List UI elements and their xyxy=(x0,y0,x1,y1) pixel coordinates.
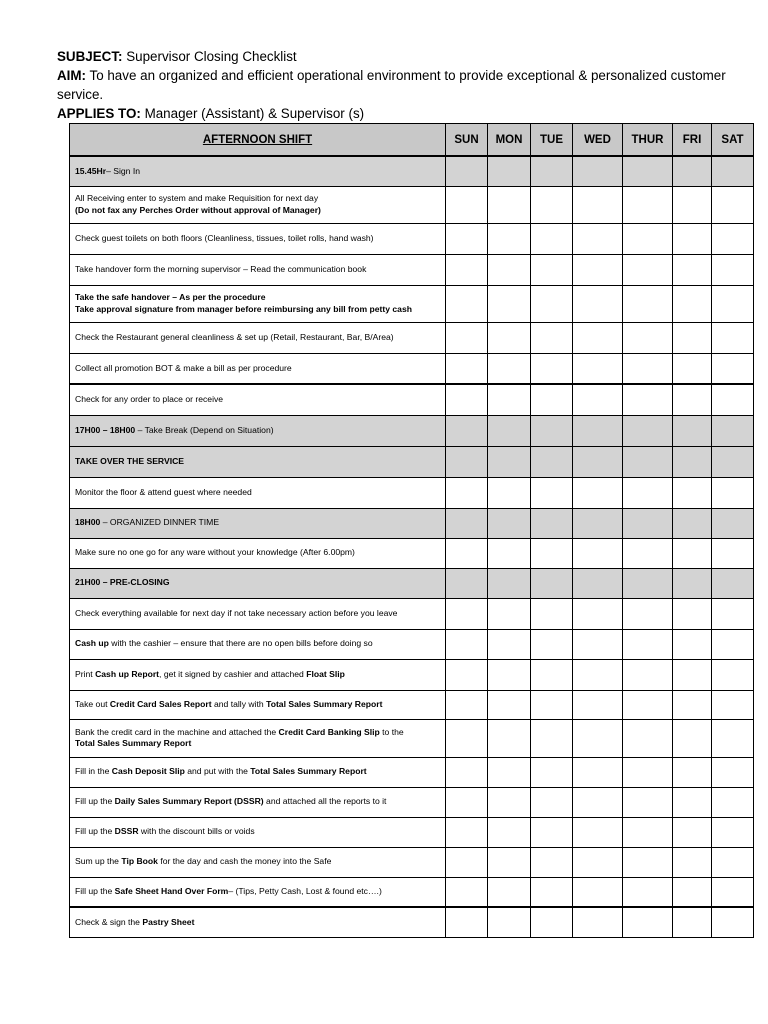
checkbox-cell-sat[interactable] xyxy=(712,254,754,285)
checkbox-cell-sun[interactable] xyxy=(446,629,488,659)
task-description xyxy=(70,690,446,719)
task-description xyxy=(70,186,446,223)
checkbox-cell-thur[interactable] xyxy=(623,415,673,446)
checkbox-cell-fri[interactable] xyxy=(673,156,712,186)
task-text: Credit Card Banking Slip xyxy=(278,726,380,737)
checkbox-cell-sun[interactable] xyxy=(446,223,488,254)
checkbox-cell-thur[interactable] xyxy=(623,446,673,477)
task-row xyxy=(70,477,754,508)
task-description xyxy=(70,285,446,322)
task-description xyxy=(70,254,446,285)
task-description xyxy=(70,156,446,186)
task-text: Credit Card Sales Report xyxy=(109,698,212,709)
checkbox-cell-sun[interactable] xyxy=(446,907,488,937)
checkbox-cell-tue[interactable] xyxy=(531,598,573,629)
checkbox-cell-mon[interactable] xyxy=(488,817,531,847)
task-row xyxy=(70,322,754,353)
task-description xyxy=(70,719,446,757)
checkbox-cell-wed[interactable] xyxy=(573,568,623,598)
checkbox-cell-thur[interactable] xyxy=(623,223,673,254)
task-text: Bank the credit card in the machine and attached the xyxy=(75,726,279,737)
checkbox-cell-sun[interactable] xyxy=(446,538,488,568)
task-row xyxy=(70,817,754,847)
checkbox-cell-mon[interactable] xyxy=(488,659,531,690)
checkbox-cell-sat[interactable] xyxy=(712,446,754,477)
task-row xyxy=(70,186,754,223)
checkbox-cell-tue[interactable] xyxy=(531,156,573,186)
task-description xyxy=(70,907,446,937)
task-row xyxy=(70,223,754,254)
section-row xyxy=(70,156,754,186)
task-description xyxy=(70,787,446,817)
task-description xyxy=(70,757,446,787)
checkbox-cell-fri[interactable] xyxy=(673,415,712,446)
checkbox-cell-tue[interactable] xyxy=(531,508,573,538)
checkbox-cell-wed[interactable] xyxy=(573,877,623,907)
checkbox-cell-fri[interactable] xyxy=(673,353,712,384)
task-text: Fill up the xyxy=(75,886,115,896)
task-text: Fill in the xyxy=(75,766,112,777)
task-row xyxy=(70,353,754,384)
shift-header-label: AFTERNOON SHIFT xyxy=(202,133,313,146)
checkbox-cell-sat[interactable] xyxy=(712,877,754,907)
header-row xyxy=(70,124,754,157)
checkbox-cell-fri[interactable] xyxy=(673,907,712,937)
checkbox-cell-wed[interactable] xyxy=(573,538,623,568)
task-text: with the cashier – ensure that there are no open bills before doing so xyxy=(108,638,373,649)
aim-label: AIM: xyxy=(57,68,87,83)
checkbox-cell-tue[interactable] xyxy=(531,907,573,937)
task-text: Total Sales Summary Report xyxy=(250,766,367,777)
checkbox-cell-sun[interactable] xyxy=(446,446,488,477)
task-row xyxy=(70,719,754,757)
checkbox-cell-thur[interactable] xyxy=(623,907,673,937)
checkbox-cell-fri[interactable] xyxy=(673,477,712,508)
day-header-fri: FRI xyxy=(673,124,712,157)
checkbox-cell-thur[interactable] xyxy=(623,285,673,322)
task-row xyxy=(70,629,754,659)
task-text: All Receiving enter to system and make Requisition for next day xyxy=(75,193,319,203)
checkbox-cell-mon[interactable] xyxy=(488,186,531,223)
checkbox-cell-fri[interactable] xyxy=(673,508,712,538)
checkbox-cell-wed[interactable] xyxy=(573,384,623,415)
task-row xyxy=(70,787,754,817)
task-text: Check for any order to place or receive xyxy=(75,394,224,404)
task-text: Check guest toilets on both floors (Cleanliness, tissues, toilet rolls, hand wash) xyxy=(75,232,374,243)
task-row xyxy=(70,847,754,877)
task-text: and put with the xyxy=(184,766,251,777)
section-row xyxy=(70,508,754,538)
checkbox-cell-sat[interactable] xyxy=(712,690,754,719)
task-description xyxy=(70,538,446,568)
checkbox-cell-thur[interactable] xyxy=(623,787,673,817)
checkbox-cell-wed[interactable] xyxy=(573,186,623,223)
checkbox-cell-sun[interactable] xyxy=(446,690,488,719)
checkbox-cell-thur[interactable] xyxy=(623,254,673,285)
checkbox-cell-tue[interactable] xyxy=(531,285,573,322)
checkbox-cell-fri[interactable] xyxy=(673,719,712,757)
checkbox-cell-wed[interactable] xyxy=(573,817,623,847)
checkbox-cell-sat[interactable] xyxy=(712,186,754,223)
checkbox-cell-sun[interactable] xyxy=(446,254,488,285)
checkbox-cell-fri[interactable] xyxy=(673,285,712,322)
task-text: Sum up the xyxy=(75,856,122,867)
section-row xyxy=(70,568,754,598)
checkbox-cell-mon[interactable] xyxy=(488,384,531,415)
checkbox-cell-mon[interactable] xyxy=(488,538,531,568)
task-row xyxy=(70,690,754,719)
task-text: Total Sales Summary Report xyxy=(266,698,383,709)
checkbox-cell-mon[interactable] xyxy=(488,877,531,907)
task-description xyxy=(70,508,446,538)
checkbox-cell-sun[interactable] xyxy=(446,353,488,384)
task-text: to the xyxy=(379,726,404,737)
checkbox-cell-thur[interactable] xyxy=(623,877,673,907)
checkbox-cell-tue[interactable] xyxy=(531,186,573,223)
checkbox-cell-tue[interactable] xyxy=(531,254,573,285)
checkbox-cell-fri[interactable] xyxy=(673,538,712,568)
checkbox-cell-thur[interactable] xyxy=(623,690,673,719)
checkbox-cell-thur[interactable] xyxy=(623,719,673,757)
checklist-table xyxy=(69,123,754,938)
task-text: Cash up xyxy=(75,638,109,649)
task-text: Total Sales Summary Report xyxy=(75,738,192,748)
task-text: Take handover form the morning supervisor – Read the communication book xyxy=(75,263,367,274)
checkbox-cell-sun[interactable] xyxy=(446,659,488,690)
checkbox-cell-wed[interactable] xyxy=(573,477,623,508)
checkbox-cell-tue[interactable] xyxy=(531,629,573,659)
checkbox-cell-tue[interactable] xyxy=(531,877,573,907)
task-text: Make sure no one go for any ware without your knowledge (After 6.00pm) xyxy=(75,547,355,558)
applies-value: Manager (Assistant) & Supervisor (s) xyxy=(144,106,365,121)
section-row xyxy=(70,446,754,477)
task-description xyxy=(70,659,446,690)
task-text: Cash up Report xyxy=(95,668,160,679)
checklist-body xyxy=(70,156,754,937)
day-header-tue: TUE xyxy=(531,124,573,157)
checkbox-cell-sat[interactable] xyxy=(712,353,754,384)
checkbox-cell-thur[interactable] xyxy=(623,538,673,568)
checkbox-cell-fri[interactable] xyxy=(673,847,712,877)
checkbox-cell-wed[interactable] xyxy=(573,719,623,757)
checkbox-cell-thur[interactable] xyxy=(623,817,673,847)
task-text: – Take Break (Depend on Situation) xyxy=(135,424,274,435)
checkbox-cell-fri[interactable] xyxy=(673,877,712,907)
checkbox-cell-sun[interactable] xyxy=(446,568,488,598)
checkbox-cell-sat[interactable] xyxy=(712,285,754,322)
task-text: for the day and cash the money into the Safe xyxy=(157,856,332,867)
task-description xyxy=(70,477,446,508)
task-text: Print xyxy=(75,668,96,679)
checkbox-cell-tue[interactable] xyxy=(531,817,573,847)
checkbox-cell-fri[interactable] xyxy=(673,186,712,223)
checkbox-cell-sat[interactable] xyxy=(712,538,754,568)
checkbox-cell-thur[interactable] xyxy=(623,757,673,787)
task-text: Cash Deposit Slip xyxy=(111,766,185,777)
checkbox-cell-wed[interactable] xyxy=(573,322,623,353)
checkbox-cell-fri[interactable] xyxy=(673,659,712,690)
checkbox-cell-sat[interactable] xyxy=(712,787,754,817)
day-header-wed: WED xyxy=(573,124,623,157)
task-text: Safe Sheet Hand Over Form xyxy=(114,886,229,896)
checkbox-cell-thur[interactable] xyxy=(623,847,673,877)
applies-label: APPLIES TO: xyxy=(57,106,141,121)
task-description xyxy=(70,353,446,384)
checkbox-cell-tue[interactable] xyxy=(531,538,573,568)
checkbox-cell-fri[interactable] xyxy=(673,690,712,719)
task-text: Check everything available for next day if not take necessary action before you leave xyxy=(75,607,398,618)
checkbox-cell-sun[interactable] xyxy=(446,847,488,877)
checkbox-cell-mon[interactable] xyxy=(488,254,531,285)
task-text: DSSR xyxy=(114,826,139,837)
checkbox-cell-tue[interactable] xyxy=(531,719,573,757)
task-text: Collect all promotion BOT & make a bill as per procedure xyxy=(75,362,292,373)
checkbox-cell-sun[interactable] xyxy=(446,322,488,353)
subject-label: SUBJECT: xyxy=(57,49,123,64)
day-header-sat: SAT xyxy=(712,124,754,157)
checkbox-cell-fri[interactable] xyxy=(673,568,712,598)
checkbox-cell-sat[interactable] xyxy=(712,757,754,787)
checkbox-cell-fri[interactable] xyxy=(673,629,712,659)
checkbox-cell-sat[interactable] xyxy=(712,156,754,186)
checkbox-cell-sat[interactable] xyxy=(712,847,754,877)
task-text: and attached all the reports to it xyxy=(263,796,387,807)
checkbox-cell-sat[interactable] xyxy=(712,477,754,508)
checkbox-cell-thur[interactable] xyxy=(623,629,673,659)
task-row xyxy=(70,598,754,629)
aim-value: To have an organized and efficient operational environment to provide exceptional & personalized customer service. xyxy=(57,68,726,102)
checkbox-cell-sun[interactable] xyxy=(446,415,488,446)
checkbox-cell-wed[interactable] xyxy=(573,787,623,817)
checkbox-cell-wed[interactable] xyxy=(573,847,623,877)
checkbox-cell-mon[interactable] xyxy=(488,446,531,477)
checkbox-cell-sun[interactable] xyxy=(446,757,488,787)
task-description xyxy=(70,322,446,353)
checkbox-cell-sat[interactable] xyxy=(712,629,754,659)
checkbox-cell-mon[interactable] xyxy=(488,787,531,817)
checkbox-cell-mon[interactable] xyxy=(488,568,531,598)
checkbox-cell-tue[interactable] xyxy=(531,690,573,719)
checkbox-cell-wed[interactable] xyxy=(573,690,623,719)
task-row xyxy=(70,907,754,937)
task-text: and tally with xyxy=(211,698,267,709)
applies-line xyxy=(57,104,737,123)
task-description xyxy=(70,598,446,629)
task-row xyxy=(70,659,754,690)
checkbox-cell-sat[interactable] xyxy=(712,598,754,629)
checkbox-cell-mon[interactable] xyxy=(488,757,531,787)
checkbox-cell-wed[interactable] xyxy=(573,629,623,659)
checkbox-cell-sat[interactable] xyxy=(712,508,754,538)
checkbox-cell-thur[interactable] xyxy=(623,598,673,629)
checkbox-cell-sun[interactable] xyxy=(446,817,488,847)
checkbox-cell-fri[interactable] xyxy=(673,787,712,817)
task-text: Take out xyxy=(75,698,110,709)
task-text: Float Slip xyxy=(306,668,345,679)
checkbox-cell-fri[interactable] xyxy=(673,757,712,787)
task-text: with the discount bills or voids xyxy=(138,826,255,837)
task-description xyxy=(70,629,446,659)
task-description xyxy=(70,223,446,254)
checkbox-cell-sat[interactable] xyxy=(712,719,754,757)
checkbox-cell-mon[interactable] xyxy=(488,353,531,384)
checkbox-cell-tue[interactable] xyxy=(531,322,573,353)
task-text: Fill up the xyxy=(75,796,115,807)
checkbox-cell-tue[interactable] xyxy=(531,787,573,817)
checkbox-cell-mon[interactable] xyxy=(488,156,531,186)
checkbox-cell-mon[interactable] xyxy=(488,285,531,322)
task-text: 21H00 – PRE-CLOSING xyxy=(75,577,170,588)
task-description xyxy=(70,384,446,415)
checkbox-cell-sun[interactable] xyxy=(446,156,488,186)
checkbox-cell-tue[interactable] xyxy=(531,223,573,254)
checkbox-cell-tue[interactable] xyxy=(531,757,573,787)
checkbox-cell-mon[interactable] xyxy=(488,847,531,877)
checkbox-cell-tue[interactable] xyxy=(531,659,573,690)
task-text: Take approval signature from manager before reimbursing any bill from petty cash xyxy=(75,303,412,314)
checkbox-cell-wed[interactable] xyxy=(573,223,623,254)
task-text: Take the safe handover – As per the procedure xyxy=(75,292,266,302)
checkbox-cell-mon[interactable] xyxy=(488,719,531,757)
checkbox-cell-mon[interactable] xyxy=(488,598,531,629)
checkbox-cell-sun[interactable] xyxy=(446,384,488,415)
task-text: TAKE OVER THE SERVICE xyxy=(75,455,185,466)
checkbox-cell-thur[interactable] xyxy=(623,568,673,598)
checkbox-cell-tue[interactable] xyxy=(531,415,573,446)
checkbox-cell-fri[interactable] xyxy=(673,223,712,254)
task-text: Pastry Sheet xyxy=(142,916,195,927)
checkbox-cell-wed[interactable] xyxy=(573,285,623,322)
task-text: – Sign In xyxy=(106,165,140,176)
checkbox-cell-wed[interactable] xyxy=(573,156,623,186)
checkbox-cell-sat[interactable] xyxy=(712,415,754,446)
aim-line xyxy=(57,66,737,104)
checkbox-cell-sun[interactable] xyxy=(446,285,488,322)
checkbox-cell-fri[interactable] xyxy=(673,446,712,477)
checkbox-cell-tue[interactable] xyxy=(531,353,573,384)
checkbox-cell-wed[interactable] xyxy=(573,757,623,787)
section-row xyxy=(70,415,754,446)
task-text: 15.45Hr xyxy=(75,165,107,176)
task-text: 17H00 – 18H00 xyxy=(75,424,136,435)
checkbox-cell-sat[interactable] xyxy=(712,223,754,254)
checkbox-cell-wed[interactable] xyxy=(573,415,623,446)
checkbox-cell-fri[interactable] xyxy=(673,384,712,415)
task-row xyxy=(70,285,754,322)
checkbox-cell-wed[interactable] xyxy=(573,659,623,690)
task-text: Check the Restaurant general cleanliness & set up (Retail, Restaurant, Bar, B/Area) xyxy=(75,331,394,342)
task-text: Fill up the xyxy=(75,826,115,837)
subject-value: Supervisor Closing Checklist xyxy=(126,49,297,64)
checkbox-cell-mon[interactable] xyxy=(488,907,531,937)
checkbox-cell-thur[interactable] xyxy=(623,353,673,384)
checkbox-cell-thur[interactable] xyxy=(623,322,673,353)
checkbox-cell-sun[interactable] xyxy=(446,877,488,907)
task-row xyxy=(70,877,754,907)
checkbox-cell-tue[interactable] xyxy=(531,446,573,477)
checkbox-cell-tue[interactable] xyxy=(531,847,573,877)
checkbox-cell-sun[interactable] xyxy=(446,598,488,629)
checkbox-cell-wed[interactable] xyxy=(573,254,623,285)
task-text: (Do not fax any Perches Order without approval of Manager) xyxy=(75,204,321,215)
checkbox-cell-wed[interactable] xyxy=(573,446,623,477)
checkbox-cell-thur[interactable] xyxy=(623,156,673,186)
checkbox-cell-fri[interactable] xyxy=(673,254,712,285)
checkbox-cell-mon[interactable] xyxy=(488,322,531,353)
checkbox-cell-tue[interactable] xyxy=(531,568,573,598)
task-row xyxy=(70,757,754,787)
checkbox-cell-mon[interactable] xyxy=(488,629,531,659)
checkbox-cell-mon[interactable] xyxy=(488,690,531,719)
task-row xyxy=(70,254,754,285)
checkbox-cell-wed[interactable] xyxy=(573,598,623,629)
checkbox-cell-wed[interactable] xyxy=(573,907,623,937)
checkbox-cell-fri[interactable] xyxy=(673,817,712,847)
shift-header xyxy=(70,124,446,157)
checkbox-cell-thur[interactable] xyxy=(623,186,673,223)
task-text: 18H00 xyxy=(75,517,101,528)
checkbox-cell-sat[interactable] xyxy=(712,659,754,690)
day-header-sun: SUN xyxy=(446,124,488,157)
task-description xyxy=(70,415,446,446)
checkbox-cell-wed[interactable] xyxy=(573,353,623,384)
checkbox-cell-mon[interactable] xyxy=(488,415,531,446)
checkbox-cell-mon[interactable] xyxy=(488,508,531,538)
checkbox-cell-thur[interactable] xyxy=(623,659,673,690)
task-text: Tip Book xyxy=(121,856,158,867)
checkbox-cell-tue[interactable] xyxy=(531,384,573,415)
task-row xyxy=(70,384,754,415)
document-header xyxy=(57,47,737,123)
checkbox-cell-sun[interactable] xyxy=(446,508,488,538)
subject-line xyxy=(57,47,737,66)
task-description xyxy=(70,817,446,847)
task-description xyxy=(70,446,446,477)
checkbox-cell-thur[interactable] xyxy=(623,384,673,415)
checkbox-cell-sun[interactable] xyxy=(446,186,488,223)
checkbox-cell-fri[interactable] xyxy=(673,322,712,353)
task-text: – (Tips, Petty Cash, Lost & found etc….) xyxy=(228,886,382,896)
checkbox-cell-sun[interactable] xyxy=(446,719,488,757)
task-description xyxy=(70,847,446,877)
checkbox-cell-sat[interactable] xyxy=(712,568,754,598)
task-text: Check & sign the xyxy=(75,916,143,927)
task-text: Daily Sales Summary Report (DSSR) xyxy=(114,796,264,807)
checkbox-cell-fri[interactable] xyxy=(673,598,712,629)
checkbox-cell-thur[interactable] xyxy=(623,477,673,508)
checkbox-cell-mon[interactable] xyxy=(488,223,531,254)
checkbox-cell-sun[interactable] xyxy=(446,787,488,817)
checkbox-cell-sun[interactable] xyxy=(446,477,488,508)
task-text: – ORGANIZED DINNER TIME xyxy=(100,517,220,528)
checkbox-cell-sat[interactable] xyxy=(712,817,754,847)
task-text: , get it signed by cashier and attached xyxy=(159,668,307,679)
task-description xyxy=(70,568,446,598)
day-header-mon: MON xyxy=(488,124,531,157)
task-text: Monitor the floor & attend guest where needed xyxy=(75,486,252,497)
checkbox-cell-tue[interactable] xyxy=(531,477,573,508)
day-header-thur: THUR xyxy=(623,124,673,157)
checkbox-cell-sat[interactable] xyxy=(712,907,754,937)
checkbox-cell-mon[interactable] xyxy=(488,477,531,508)
task-description xyxy=(70,877,446,907)
task-row xyxy=(70,538,754,568)
checkbox-cell-sat[interactable] xyxy=(712,384,754,415)
checkbox-cell-thur[interactable] xyxy=(623,508,673,538)
checkbox-cell-wed[interactable] xyxy=(573,508,623,538)
checkbox-cell-sat[interactable] xyxy=(712,322,754,353)
